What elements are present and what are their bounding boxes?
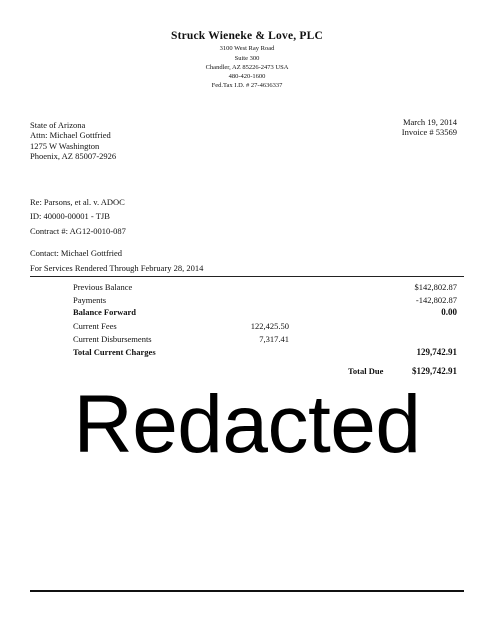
recipient-line4: Phoenix, AZ 85007-2926 [30, 151, 117, 161]
firm-address-line2: Suite 300 [234, 55, 260, 62]
balance-forward-value: 0.00 [441, 307, 457, 317]
total-current-charges-label: Total Current Charges [73, 347, 156, 357]
payments-value: -142,802.87 [415, 295, 457, 305]
invoice-number: Invoice # 53569 [401, 127, 457, 137]
payments-label: Payments [73, 295, 107, 305]
current-fees-value: 122,425.50 [250, 321, 289, 331]
total-due-label: Total Due [348, 366, 384, 376]
matter-services: For Services Rendered Through February 28, 2014 [30, 263, 204, 273]
matter-re: Re: Parsons, et al. v. ADOC [30, 197, 125, 207]
matter-contact: Contact: Michael Gottfried [30, 248, 123, 258]
total-due-value: $129,742.91 [412, 366, 457, 376]
balance-forward-label: Balance Forward [73, 307, 137, 317]
recipient-line3: 1275 W Washington [30, 141, 100, 151]
summary-divider [30, 276, 464, 277]
current-fees-label: Current Fees [73, 321, 117, 331]
previous-balance-value: $142,802.87 [414, 282, 457, 292]
firm-address-line1: 3100 West Ray Road [219, 45, 275, 52]
firm-name: Struck Wieneke & Love, PLC [170, 30, 324, 42]
recipient-line2: Attn: Michael Gottfried [30, 130, 111, 140]
firm-phone: 480-420-1600 [228, 73, 266, 80]
total-current-charges-value: 129,742.91 [416, 347, 457, 357]
matter-id: ID: 40000-00001 - TJB [30, 211, 110, 221]
redacted-stamp: Redacted [73, 379, 421, 470]
firm-city-line: Chandler, AZ 85226-2473 USA [205, 64, 289, 71]
matter-contract: Contract #: AG12-0010-087 [30, 226, 126, 236]
footer-divider [30, 590, 464, 592]
current-disbursements-label: Current Disbursements [73, 334, 152, 344]
firm-tax-id: Fed.Tax I.D. # 27-4636337 [211, 82, 283, 89]
invoice-date: March 19, 2014 [402, 117, 457, 127]
current-disbursements-value: 7,317.41 [259, 334, 289, 344]
previous-balance-label: Previous Balance [73, 282, 133, 292]
recipient-line1: State of Arizona [30, 120, 86, 130]
